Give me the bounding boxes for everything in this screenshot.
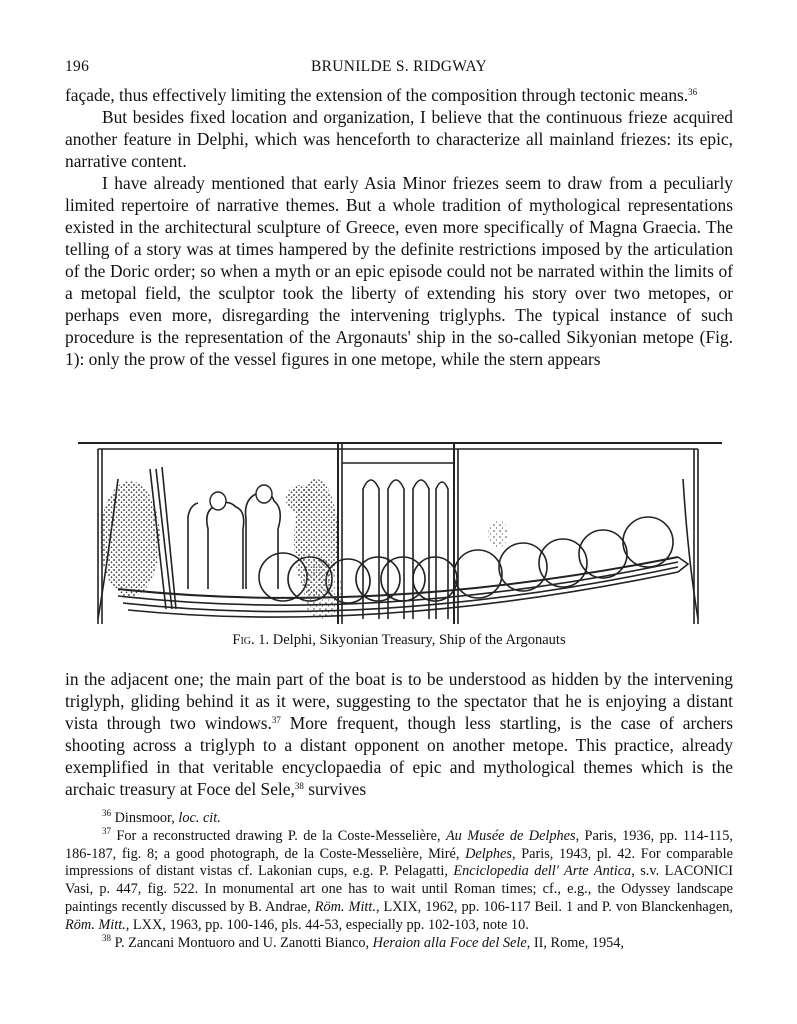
footnote-ref-38[interactable]: 38 <box>294 781 304 791</box>
footnotes <box>65 810 733 952</box>
figure-caption <box>65 632 733 649</box>
figure-label: Fig. 1. <box>232 632 270 648</box>
page <box>65 58 734 951</box>
paragraph-1: façade, thus effectively limiting the extension of the composition through tectonic means.$^{36}$ <box>65 85 698 105</box>
paragraph-3: I have already mentioned that early Asia Minor friezes seem to draw from a peculiarly limited repertoire of narrative themes. But a whole tradition of mythological representations existed in the architectural sculpture of Greece, even more specifically of Magna Graecia. The telling of a story was at times hampered by the definite restrictions imposed by the articulation of the Doric order; so when a myth or an epic episode could not be narrated within the limits of a metopal field, the sculptor took the liberty of extending his story over two metopes, or perhaps even more, disregarding the intervening triglyphs. The typical instance of such procedure is the representation of the Argonauts' ship in the so-called Sikyonian metope (Fig. 1): only the prow of the vessel figures in one metope, while the stern appears <box>65 173 733 369</box>
figure-argonaut-ship <box>78 439 722 635</box>
running-head-author: BRUNILDE S. RIDGWAY <box>310 58 488 75</box>
footnote-36: $^{36}$ Dinsmoor, loc. cit. <box>102 808 221 826</box>
page-number: 196 <box>65 58 90 75</box>
running-header <box>65 58 733 84</box>
metope-drawing <box>78 439 722 635</box>
paragraph-2: But besides fixed location and organization, I believe that the continuous frieze acquired another feature in Delphi, which was henceforth to characterize all mainland friezes: its epic, narrative content. <box>65 107 733 171</box>
footnote-ref-36[interactable]: 36 <box>688 87 698 97</box>
footnote-38: $^{38}$ P. Zancani Montuoro and U. Zanotti Bianco, Heraion alla Foce del Sele, II, Rome, 1954, <box>102 932 625 951</box>
body-text-bottom <box>65 668 733 800</box>
figure-caption-text: Delphi, Sikyonian Treasury, Ship of the Argonauts <box>272 632 566 648</box>
paragraph-4: in the adjacent one; the main part of the boat is to be understood as hidden by the intervening triglyph, gliding behind it as it were, suggesting to the spectator that he is enjoying a distant vista through two windows.$^{37}$ More frequent, though less startling, is the case of archers shooting across a triglyph to a distant opponent on another metope. This practice, already exemplified in that veritable encyclopaedia of epic and mythological themes which is the archaic treasury at Foce del Sele,$^{38}$ survives <box>65 669 733 799</box>
footnote-37: $^{37}$ For a reconstructed drawing P. de la Coste-Messelière, Au Musée de Delphes, Paris, 1936, pp. 114-115, 186-187, fig. 8; a good photograph, de la Coste-Messelière, Miré, Delphes, Paris, 1943, pl. 42. For comparable impressions of distant vistas cf. Lakonian cups, e.g. P. Pelagatti, Enciclopedia dell' Arte Antica, s.v. LACONICI Vasi, p. 447, fig. 522. In monumental art one has to wait until Roman times; cf., e.g., the Odyssey landscape paintings recently discussed by B. Andrae, Röm. Mitt., LXIX, 1962, pp. 106-117 Beil. 1 and P. von Blanckenhagen, Röm. Mitt., LXX, 1963, pp. 100-146, pls. 44-53, especially pp. 102-103, note 10. <box>65 825 734 933</box>
footnote-ref-37[interactable]: 37 <box>271 715 281 725</box>
body-text-top <box>65 84 733 370</box>
